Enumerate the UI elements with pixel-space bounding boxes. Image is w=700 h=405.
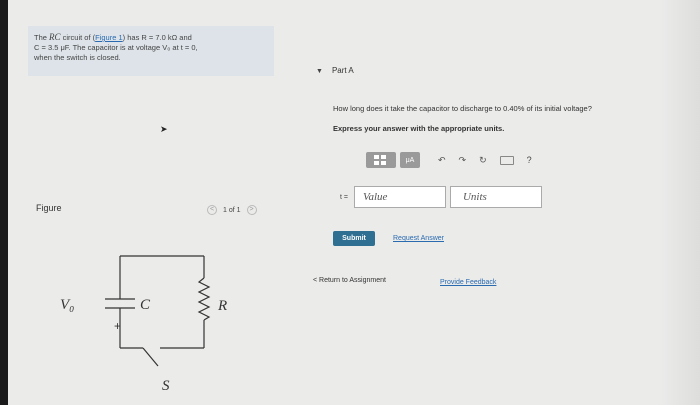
submit-button[interactable]: Submit [333,231,375,246]
question-text: How long does it take the capacitor to discharge to 0.40% of its initial voltage? [333,104,592,113]
pager-text: 1 of 1 [223,206,241,214]
right-shade [660,0,700,405]
return-to-assignment-button[interactable]: < Return to Assignment [313,277,386,284]
provide-feedback-link[interactable]: Provide Feedback [440,279,497,286]
keyboard-icon[interactable] [500,156,514,165]
t-equals-label: t = [340,193,348,201]
help-icon[interactable]: ? [526,155,532,165]
mouse-cursor-icon: ➤ [160,124,168,134]
answer-toolbar [366,152,532,168]
reset-icon[interactable]: ↻ [479,154,487,165]
templates-button[interactable] [366,152,396,168]
problem-line-2: C = 3.5 μF. The capacitor is at voltage V₀ at t = 0, [34,43,198,52]
c-label: C [140,297,151,313]
redo-icon[interactable]: ↷ [458,154,467,165]
problem-line-1: The RC circuit of (Figure 1) has R = 7.0 kΩ and [34,32,192,42]
problem-line-3: when the switch is closed. [34,53,121,62]
problem-statement [28,26,274,76]
request-answer-link[interactable]: Request Answer [393,235,444,242]
next-figure-button[interactable]: > [247,205,257,215]
part-a-header[interactable] [316,66,354,75]
v0-label: V₀ [60,297,75,313]
rc-circuit-diagram [56,246,286,396]
templates-grid-icon [374,155,388,165]
figure-pager [207,205,257,215]
figure-label: Figure [36,203,62,213]
prev-figure-button[interactable]: < [207,205,217,215]
left-edge-strip [0,0,8,405]
value-input[interactable]: Value [354,186,446,208]
units-button[interactable]: μA [400,152,420,168]
part-a-title: Part A [331,66,354,75]
collapse-triangle-icon[interactable]: ▼ [316,68,323,75]
plus-label: + [114,319,122,333]
answer-row [340,186,542,208]
instruction-text: Express your answer with the appropriate units. [333,124,505,133]
s-label: S [162,378,170,394]
undo-icon[interactable]: ↶ [438,154,446,165]
units-input[interactable]: Units [450,186,542,208]
r-label: R [218,298,228,314]
figure-link[interactable]: Figure 1 [95,33,123,42]
